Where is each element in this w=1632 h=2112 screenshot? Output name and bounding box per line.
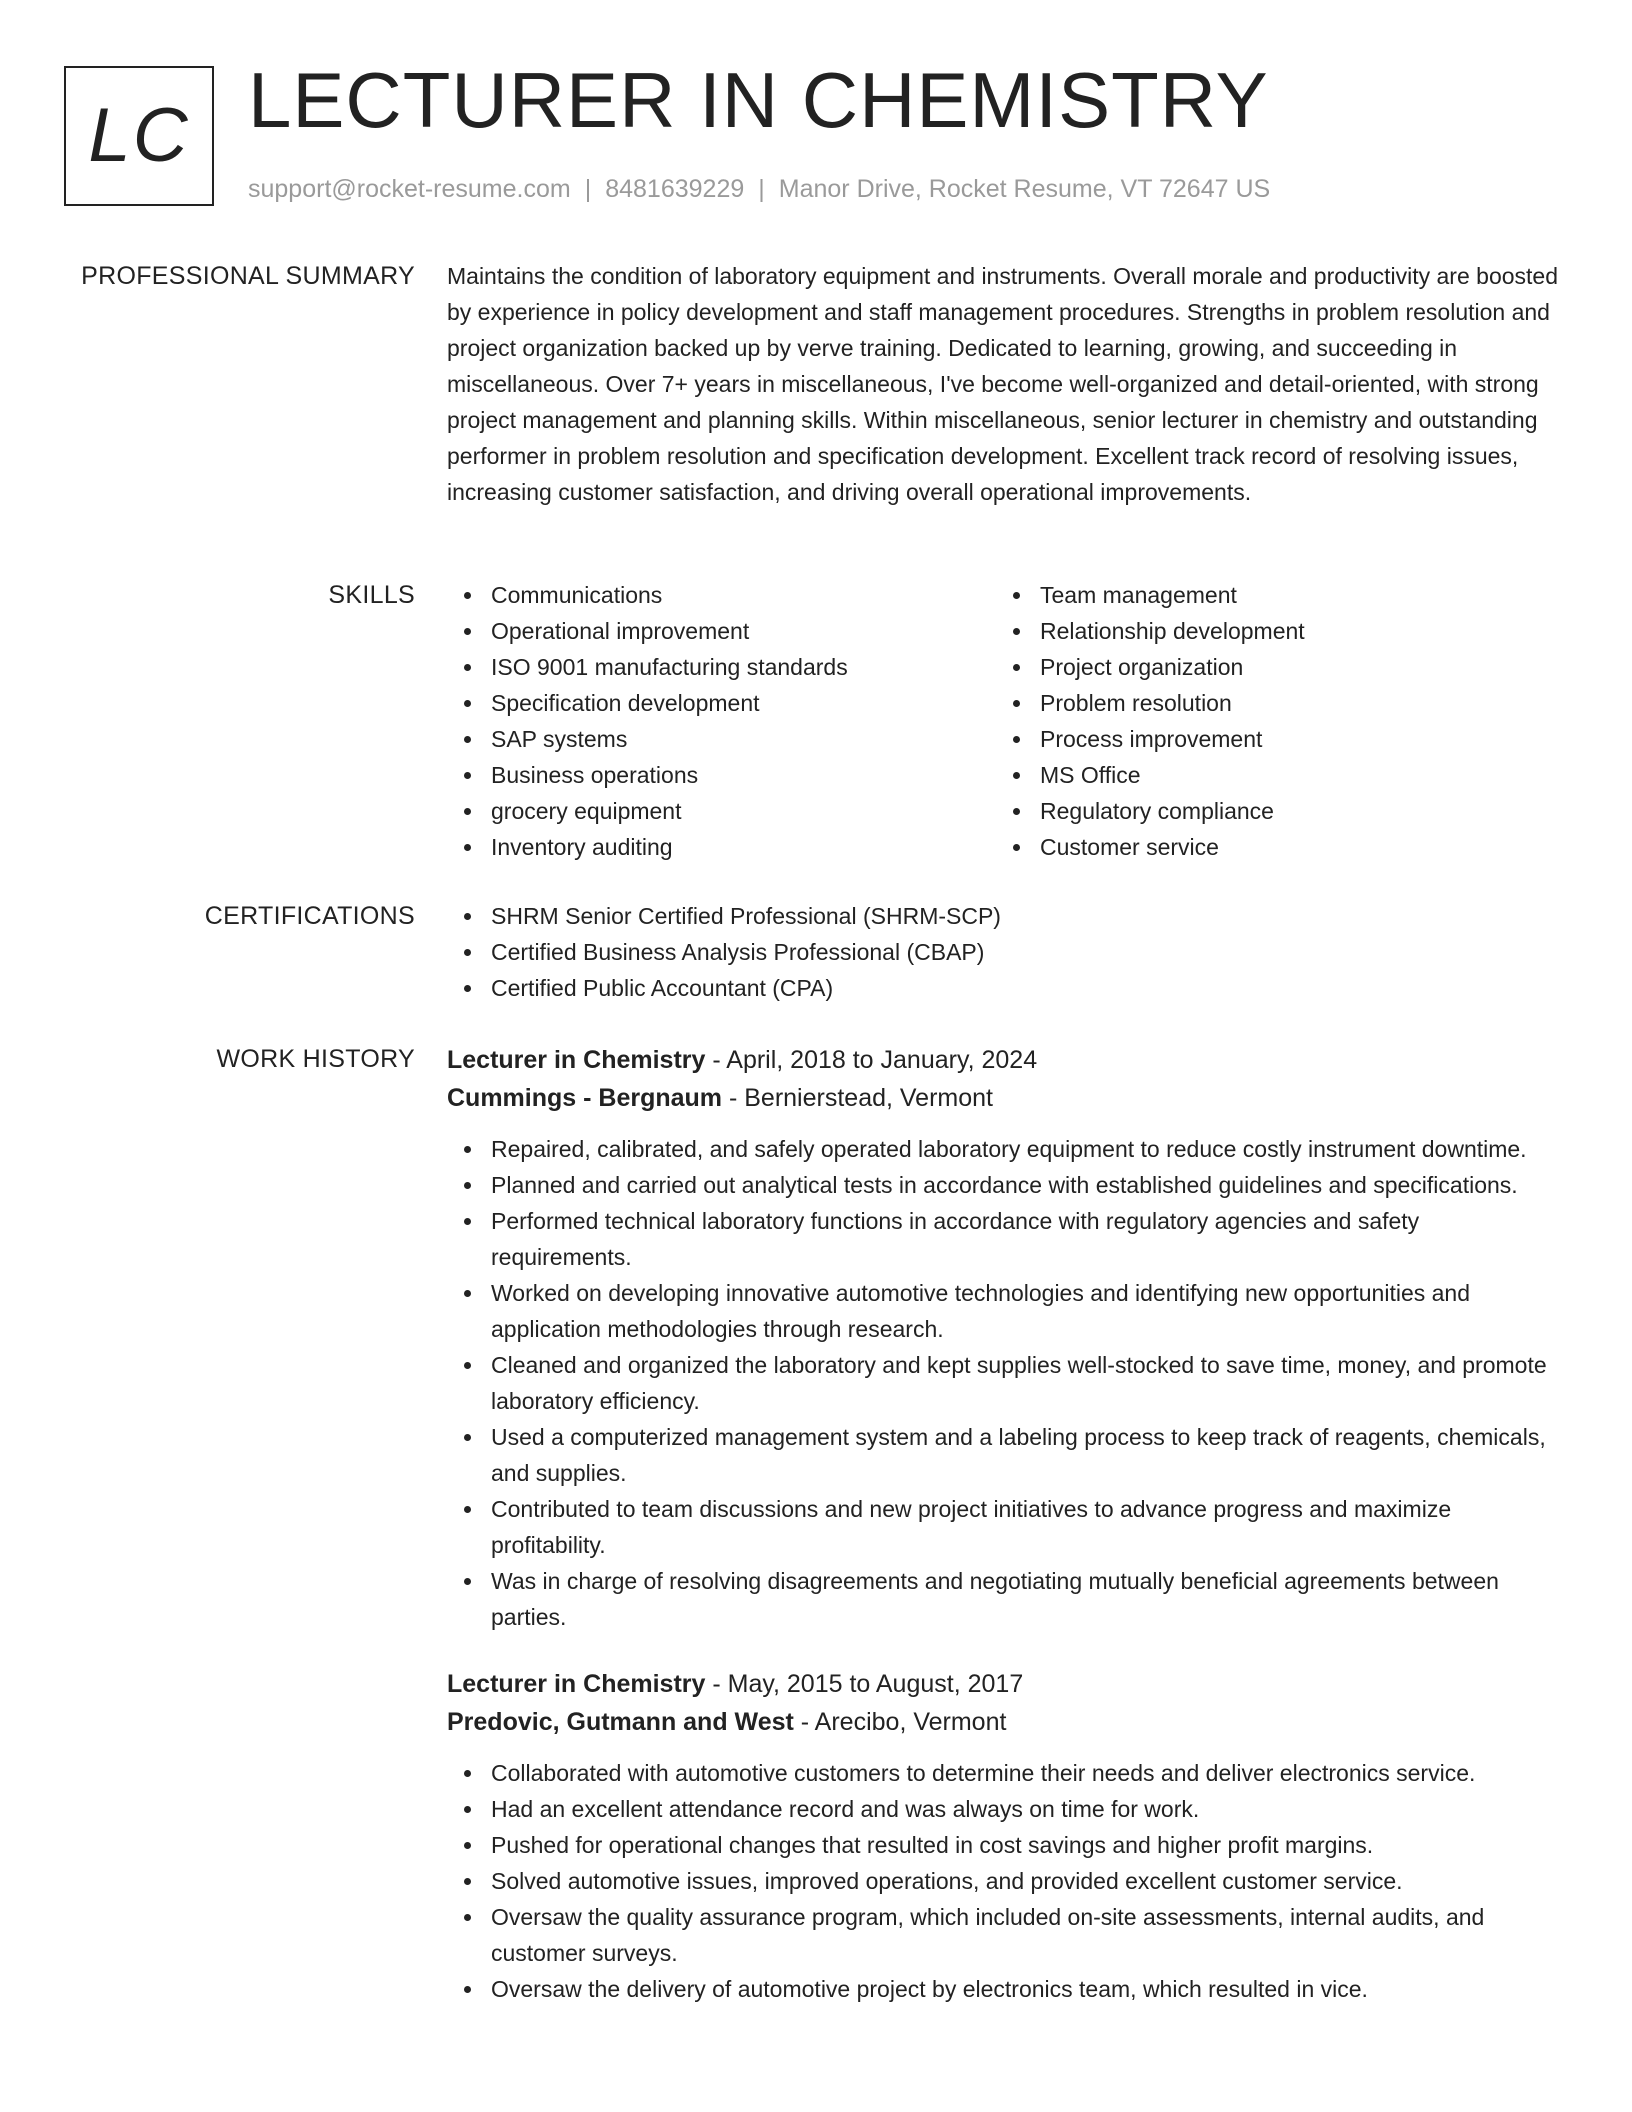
job-company-line: Cummings - Bergnaum - Bernierstead, Vermont xyxy=(447,1084,993,1112)
job-company: Predovic, Gutmann and West xyxy=(447,1708,794,1736)
skill-item: Relationship development xyxy=(996,613,1545,649)
resume-title: LECTURER IN CHEMISTRY xyxy=(248,56,1269,144)
skill-item: ISO 9001 manufacturing standards xyxy=(447,649,996,685)
monogram-box xyxy=(64,66,214,206)
skills-body xyxy=(447,577,1562,865)
summary-text: Maintains the condition of laboratory equipment and instruments. Overall morale and productivity are boosted by experience in policy development and staff management procedures. Strengths in problem resolution and project organization backed up by verve training. Dedicated to learning, growing, and succeeding in miscellaneous. Over 7+ years in miscellaneous, I've become well-organized and detail-oriented, with strong project management and planning skills. Within miscellaneous, senior lecturer in chemistry and outstanding performer in problem resolution and specification development. Excellent track record of resolving issues, increasing customer satisfaction, and driving overall operational improvements. xyxy=(447,263,1558,505)
skill-item: Team management xyxy=(996,577,1545,613)
job-entry xyxy=(447,1665,1562,2007)
contact-separator: | xyxy=(584,175,592,203)
skills-list-left xyxy=(447,577,996,865)
skill-item: grocery equipment xyxy=(447,793,996,829)
job-location: Bernierstead, Vermont xyxy=(744,1084,993,1112)
contact-phone: 8481639229 xyxy=(605,175,745,203)
contact-separator: | xyxy=(758,175,765,203)
summary-label: PROFESSIONAL SUMMARY xyxy=(81,262,415,290)
skill-item: Business operations xyxy=(447,757,996,793)
certification-item: Certified Business Analysis Professional (CBAP) xyxy=(447,934,1562,970)
skill-item: Problem resolution xyxy=(996,685,1545,721)
skill-item: Specification development xyxy=(447,685,996,721)
certification-item: Certified Public Accountant (CPA) xyxy=(447,970,1562,1006)
job-bullet: Planned and carried out analytical tests in accordance with established guidelines and specifications. xyxy=(447,1167,1562,1203)
skill-item: MS Office xyxy=(996,757,1545,793)
job-bullet: Oversaw the delivery of automotive project by electronics team, which resulted in vice. xyxy=(447,1971,1562,2007)
skill-item: SAP systems xyxy=(447,721,996,757)
contact-line xyxy=(248,174,1270,204)
job-bullet: Used a computerized management system and a labeling process to keep track of reagents, chemicals, and supplies. xyxy=(447,1419,1562,1491)
skill-item: Project organization xyxy=(996,649,1545,685)
job-title: Lecturer in Chemistry xyxy=(447,1046,706,1074)
job-company: Cummings - Bergnaum xyxy=(447,1084,723,1112)
skills-grid xyxy=(447,577,1562,865)
job-bullet: Contributed to team discussions and new project initiatives to advance progress and maximize profitability. xyxy=(447,1491,1562,1563)
job-bullet: Performed technical laboratory functions in accordance with regulatory agencies and safety requirements. xyxy=(447,1203,1562,1275)
certifications-list xyxy=(447,898,1562,1006)
job-bullet: Had an excellent attendance record and was always on time for work. xyxy=(447,1791,1562,1827)
job-bullets xyxy=(447,1755,1562,2007)
skill-item: Regulatory compliance xyxy=(996,793,1545,829)
skill-item: Process improvement xyxy=(996,721,1545,757)
job-bullet: Worked on developing innovative automotive technologies and identifying new opportunities and application methodologies through research. xyxy=(447,1275,1562,1347)
job-bullet: Repaired, calibrated, and safely operated laboratory equipment to reduce costly instrument downtime. xyxy=(447,1131,1562,1167)
job-bullets xyxy=(447,1131,1562,1635)
job-bullet: Oversaw the quality assurance program, which included on-site assessments, internal audits, and customer surveys. xyxy=(447,1899,1562,1971)
contact-address: Manor Drive, Rocket Resume, VT 72647 US xyxy=(778,175,1271,203)
contact-email: support@rocket-resume.com xyxy=(248,175,571,203)
job-bullet: Collaborated with automotive customers to determine their needs and deliver electronics service. xyxy=(447,1755,1562,1791)
work-history-label: WORK HISTORY xyxy=(216,1045,415,1073)
job-company-line: Predovic, Gutmann and West - Arecibo, Vermont xyxy=(447,1708,1007,1736)
job-location: Arecibo, Vermont xyxy=(814,1708,1007,1736)
skill-item: Operational improvement xyxy=(447,613,996,649)
skills-list-right xyxy=(996,577,1545,865)
skill-item: Inventory auditing xyxy=(447,829,996,865)
job-bullet: Cleaned and organized the laboratory and kept supplies well-stocked to save time, money, and promote laboratory efficiency. xyxy=(447,1347,1562,1419)
job-title: Lecturer in Chemistry xyxy=(447,1670,706,1698)
job-entry xyxy=(447,1041,1562,1635)
job-title-line: Lecturer in Chemistry - April, 2018 to January, 2024 xyxy=(447,1046,1038,1074)
skill-item: Communications xyxy=(447,577,996,613)
certification-item: SHRM Senior Certified Professional (SHRM-SCP) xyxy=(447,898,1562,934)
summary-body xyxy=(447,258,1562,510)
certifications-label: CERTIFICATIONS xyxy=(204,902,415,930)
job-bullet: Was in charge of resolving disagreements and negotiating mutually beneficial agreements between parties. xyxy=(447,1563,1562,1635)
work-history-body xyxy=(447,1041,1562,2007)
monogram-initials: LC xyxy=(88,93,190,178)
job-dates: May, 2015 to August, 2017 xyxy=(727,1670,1024,1698)
job-bullet: Solved automotive issues, improved operations, and provided excellent customer service. xyxy=(447,1863,1562,1899)
job-dates: April, 2018 to January, 2024 xyxy=(726,1046,1038,1074)
job-bullet: Pushed for operational changes that resulted in cost savings and higher profit margins. xyxy=(447,1827,1562,1863)
job-title-line: Lecturer in Chemistry - May, 2015 to August, 2017 xyxy=(447,1670,1024,1698)
skills-label: SKILLS xyxy=(328,581,415,609)
certifications-body xyxy=(447,898,1562,1006)
skill-item: Customer service xyxy=(996,829,1545,865)
